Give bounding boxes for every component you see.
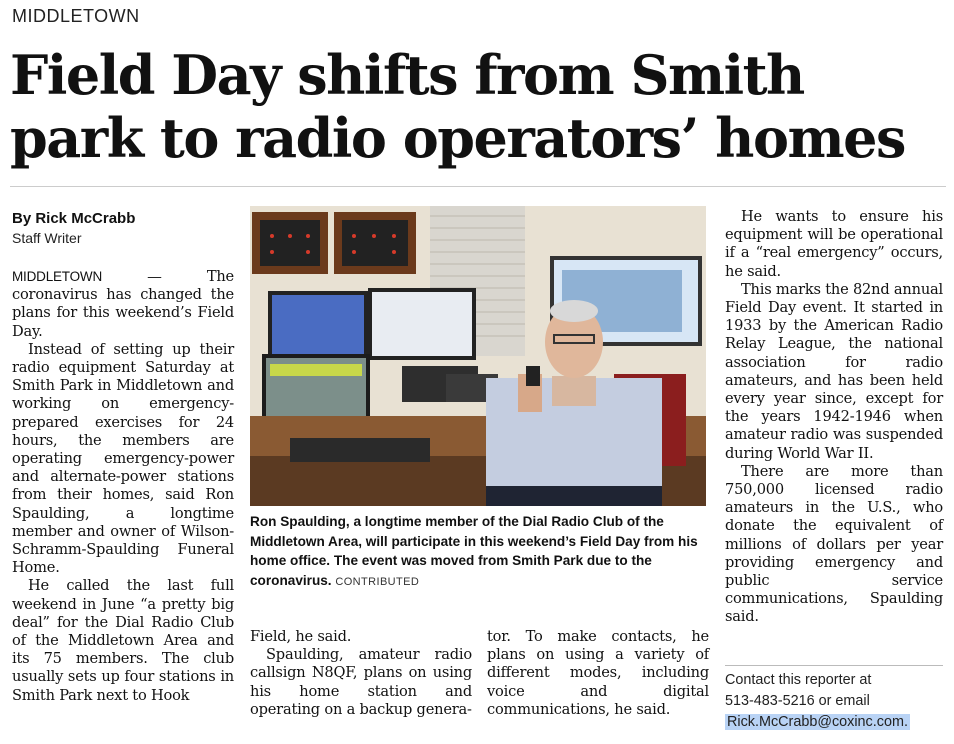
- paragraph-text: The coronavirus has changed the plans for this weekend’s Field Day.: [12, 268, 234, 340]
- paragraph: He wants to ensure his equipment will be operational if a “real emergency” occurs, he said.: [725, 208, 943, 280]
- photo-credit: CONTRIBUTED: [335, 575, 420, 588]
- paragraph: [12, 268, 234, 341]
- contact-line: Contact this reporter at: [725, 672, 872, 688]
- byline: [12, 210, 135, 246]
- section-label: MIDDLETOWN: [12, 6, 140, 26]
- article-column-3: [487, 628, 709, 719]
- caption-text: Ron Spaulding, a longtime member of the Dial Radio Club of the Middletown Area, will participate in this weekend’s Field Day from his home office. The event was moved from Smith Park due to the coronavirus.: [250, 514, 698, 588]
- paragraph: Spaulding, amateur radio callsign N8QF, plans on using his home station and operating on a backup genera-: [250, 646, 472, 718]
- reporter-contact: [725, 670, 950, 733]
- paragraph: There are more than 750,000 licensed radio amateurs in the U.S., who donate the equivalent of millions of dollars per year providing emergency and public service communications, Spaulding said.: [725, 462, 943, 626]
- paragraph: This marks the 82nd annual Field Day event. It started in 1933 by the American Radio Relay League, the national association for radio amateurs, and has been held every year since, except for the years 1942-1946 when amateur radio was suspended during World War II.: [725, 280, 943, 462]
- author-name: By Rick McCrabb: [12, 210, 136, 227]
- paragraph: Field, he said.: [250, 628, 352, 645]
- paragraph: Instead of setting up their radio equipment Saturday at Smith Park in Middletown and working on emergency-prepared exercises for 24 hours, the members are operating emergency-power and alternate-power stations from their homes, said Ron Spaulding, a longtime member and owner of Wilson-Schramm-Spaulding Funeral Home.: [12, 340, 234, 577]
- photo-caption: [250, 512, 712, 592]
- contact-phone: 513-483-5216 or email: [725, 693, 870, 709]
- paragraph: He called the last full weekend in June “a pretty big deal” for the Dial Radio Club of the Middletown Area and its 75 members. The club usually sets up four stations in Smith Park next to Hook: [12, 577, 234, 704]
- headline: Field Day shifts from Smith park to radio operators’ homes: [10, 43, 905, 170]
- author-role: Staff Writer: [12, 230, 82, 246]
- dateline: MIDDLETOWN —: [12, 269, 207, 284]
- divider: [725, 665, 943, 666]
- photo-illustration: [250, 206, 706, 506]
- divider: [10, 186, 946, 187]
- article-photo: [250, 206, 706, 506]
- article-column-1: [12, 268, 234, 705]
- reporter-email-link[interactable]: Rick.McCrabb@coxinc.com.: [727, 714, 908, 730]
- article-column-4: [725, 208, 943, 627]
- article-column-2: [250, 628, 472, 719]
- paragraph: tor. To make contacts, he plans on using a variety of different modes, including voice and digital communications, he said.: [487, 628, 709, 718]
